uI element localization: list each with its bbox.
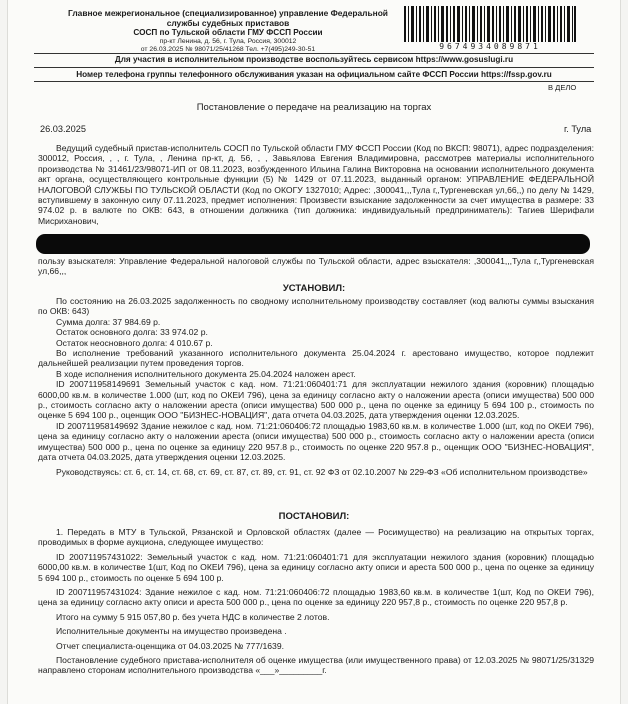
debt-main: Остаток основного долга: 33 974.02 р. — [56, 327, 208, 338]
execution-paragraph: Во исполнение требований указанного исполнительного документа 25.04.2024 г. арестовано имущество, которое подлежит дальнейшей реализации путем проведения торгов. — [38, 348, 594, 369]
recipient-section — [38, 256, 594, 277]
gosuslugi-banner: Для участия в исполнительном производстве воспользуйтесь сервисом https://www.gosuslugi.ru — [114, 55, 514, 64]
header-rule-middle — [34, 67, 594, 68]
decree-docs: Исполнительные документы на имущество произведена . — [56, 626, 287, 637]
decree-item-1: ID 200711957431022: Земельный участок с кад. ном. 71:21:060401:71 для эксплуатации нежилого здания (коровник) площадью 6000,00 кв.м. в количестве 1(шт, Код по ОКЕИ 796), цена за единицу согласно акту описи и ареста 500 000 р., цена по оценке за единицу 5 694 100 р., стоимость по оценке 5 694 100 р. — [38, 551, 594, 583]
established-heading: УСТАНОВИЛ: — [282, 283, 346, 294]
issuer-address: пр-кт Ленина, д. 56, г. Тула, Россия, 300012 — [159, 38, 297, 45]
barcode-number: 9674934089871 — [439, 42, 541, 51]
decree-total: Итого на сумму 5 915 057,80 р. без учета НДС в количестве 2 лотов. — [56, 611, 330, 622]
legal-basis: Руководствуясь: ст. 6, ст. 14, ст. 68, ст. 69, ст. 87, ст. 89, ст. 91, ст. 92 ФЗ от 02.10.2007 № 229-ФЗ «Об исполнительном производстве» — [56, 466, 588, 477]
intro-paragraph: Ведущий судебный пристав-исполнитель СОСП по Тульской области ГМУ ФССП России (Код по ВКСП: 98071), адрес подразделения: 300012, Россия, , , г. Тула, , Ленина пр-кт, д. 56, , , Завьялова Евгения Владимировна, рассмотрев материалы исполнительного производства № 31461/23/98071-ИП от 08.11.2023, возбужденного Ильина Галина Викторовна на основании исполнительного документа акт органа, осуществляющего контрольные функции (5) № 1429 от 07.11.2023, выданный органом: УПРАВЛЕНИЕ ФЕДЕРАЛЬНОЙ НАЛОГОВОЙ СЛУЖБЫ ПО ТУЛЬСКОЙ ОБЛАСТИ (Код по ОКОГУ 1327010; Адрес: ,300041,,,Тула г,,Тургеневская ул,66,,) по делу № 1429, вступившему в законную силу 07.11.2023, предмет исполнения: Произвести взыскание задолженности за счет имущества в размере: 33 974.02 р. в валюте по ОКВ: 643, в отношении должника (тип должника: индивидуальный предприниматель): Тагиев Шерифали Мисриханович, — [38, 143, 594, 226]
established-section — [38, 296, 594, 477]
redaction-bar — [36, 234, 590, 254]
arrest-paragraph: В ходе исполнения исполнительного документа 25.04.2024 наложен арест. — [56, 368, 356, 379]
issuer-line-1: Главное межрегиональное (специализированное) управление Федеральной — [68, 8, 388, 18]
document-date: 26.03.2025 — [40, 124, 86, 134]
decreed-section — [38, 527, 594, 676]
decree-report: Отчет специалиста-оценщика от 04.03.2025 № 777/1639. — [56, 640, 285, 651]
decree-transfer: 1. Передать в МТУ в Тульской, Рязанской и Орловской областях (далее — Росимущество) на реализацию на открытых торгах, проводимых в форме аукциона, следующее имущество: — [38, 527, 594, 548]
debt-intro: По состоянию на 26.03.2025 задолженность по сводному исполнительному производству составляет (код валюты суммы взыскания по ОКВ: 643) — [38, 296, 594, 317]
issuer-line-3: СОСП по Тульской области ГМУ ФССП России — [133, 28, 323, 37]
barcode-graphic — [404, 6, 576, 42]
header-rule-bottom — [34, 81, 594, 82]
document-title: Постановление о передаче на реализацию на торгах — [196, 102, 432, 113]
debt-other: Остаток неосновного долга: 4 010.67 р. — [56, 337, 213, 348]
header-rule-top — [34, 53, 594, 54]
decree-item-2: ID 200711957431024: Здание нежилое с кад. ном. 71:21:060406:72 площадью 1983,60 кв.м. в количестве 1(шт, Код по ОКЕИ 796), цена за единицу согласно акту описи и ареста 500 000 р., цена по оценке за единицу 220 957,8 р., стоимость по оценке 220 957,8 р. — [38, 587, 594, 608]
issuer-header — [48, 8, 408, 54]
document-page — [8, 0, 620, 704]
phone-banner: Номер телефона группы телефонного обслуживания указан на официальном сайте ФССП России https://fssp.gov.ru — [76, 70, 552, 79]
debt-total: Сумма долга: 37 984.69 р. — [56, 316, 161, 327]
decree-resolution: Постановление судебного пристава-исполнителя об оценке имущества (или имущественного права) от 12.03.2025 № 98071/25/31329 направлено сторонам исполнительного производства «___»_________г. — [38, 655, 594, 676]
filing-stamp: В ДЕЛО — [548, 83, 577, 92]
issuer-reference: от 26.03.2025 № 98071/25/41268 Тел. +7(495)249-30-51 — [140, 46, 316, 53]
recipient-paragraph: пользу взыскателя: Управление Федеральной налоговой службы по Тульской области, адрес взыскателя: ,300041,,,Тула г,,Тургеневская ул,66,,, — [38, 256, 594, 277]
arrested-item-1: ID 200711958149691 Земельный участок с кад. ном. 71:21:060401:71 для эксплуатации нежилого здания (коровник) площадью 6000,00 кв.м. в количестве 1.000 (шт, код по ОКЕИ 796), цена за единицу согласно акту о наложении ареста (описи имущества) 500 000 р., стоимость согласно акту о наложении ареста (описи имущества) 500 000 р., цена по оценке за единицу 5 694 100 р., стоимость по оценке 5 694 100 р., оценщик ООО "БИЗНЕС-НОВАЦИЯ", дата отчета 04.03.2025, дата утверждения оценки 12.03.2025. — [38, 379, 594, 421]
issuer-line-2: службы судебных приставов — [166, 18, 290, 28]
intro-section — [38, 143, 594, 226]
decreed-heading: ПОСТАНОВИЛ: — [278, 511, 350, 522]
arrested-item-2: ID 200711958149692 Здание нежилое с кад. ном. 71:21:060406:72 площадью 1983,60 кв.м. в количестве 1.000 (шт, код по ОКЕИ 796), цена за единицу согласно акту о наложении ареста (описи имущества) 500 000 р., стоимость согласно акту о наложении ареста (описи имущества) 500 000 р., цена по оценке за единицу 220 957.8 р., стоимость по оценке 220 957.8 р., оценщик ООО "БИЗНЕС-НОВАЦИЯ", дата отчета 04.03.2025, дата утверждения оценки 12.03.2025. — [38, 420, 594, 463]
document-city: г. Тула — [564, 124, 592, 134]
